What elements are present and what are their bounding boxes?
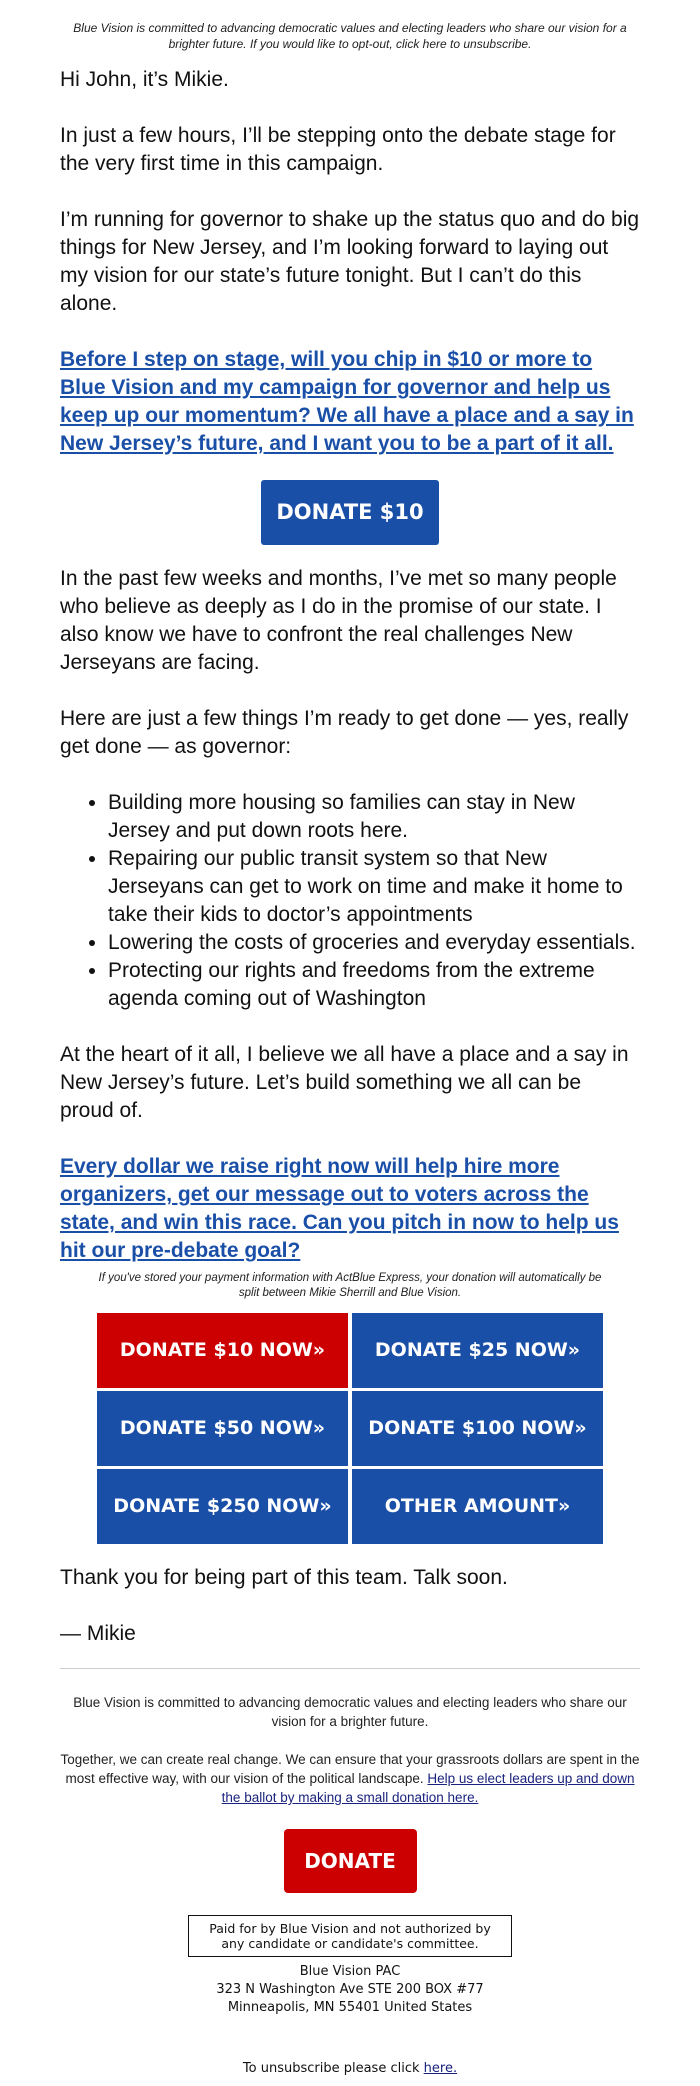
footer-divider (60, 1668, 640, 1669)
cta-link-every-dollar[interactable]: Every dollar we raise right now will help hire more organizers, get our message out to voters across the state, and win this race. Can you pitch in now to help us hit our pre-debate goal? (60, 1155, 619, 1262)
donate-100-now-button[interactable]: DONATE $100 NOW» (352, 1391, 603, 1466)
donate-10-now-button[interactable]: DONATE $10 NOW» (97, 1313, 348, 1388)
donate-25-now-button[interactable]: DONATE $25 NOW» (352, 1313, 603, 1388)
unsubscribe-text: To unsubscribe please click (242, 2061, 420, 2076)
mailing-address (0, 1963, 700, 2017)
footer (0, 1693, 700, 1807)
donate-10-button[interactable]: DONATE $10 (261, 480, 439, 545)
donate-50-now-button[interactable]: DONATE $50 NOW» (97, 1391, 348, 1466)
footer-together-text: Together, we can create real change. We can ensure that your grassroots dollars are spent in the most effective way, with our vision of the political landscape. (60, 1752, 640, 1786)
paragraph-heart: At the heart of it all, I believe we all have a place and a say in New Jersey’s future. Let’s build something we all can be proud of. (60, 1043, 629, 1122)
paid-for-disclaimer: Paid for by Blue Vision and not authorized by any candidate or candidate's committee. (188, 1915, 512, 1957)
paragraph-running: I’m running for governor to shake up the status quo and do big things for New Jersey, and I’m looking forward to laying out my vision for our state’s future tonight. But I can’t do this alone. (60, 208, 640, 315)
unsubscribe-link[interactable]: here. (423, 2061, 458, 2076)
list-item: • Lowering the costs of groceries and everyday essentials. (108, 929, 640, 957)
letter-content (0, 66, 700, 1265)
footer-donate-button[interactable]: DONATE (284, 1829, 417, 1893)
list-item: • Protecting our rights and freedoms from the extreme agenda coming out of Washington (108, 957, 640, 1013)
thanks-line: Thank you for being part of this team. Talk soon. (60, 1566, 508, 1589)
paragraph-intro: In just a few hours, I’ll be stepping onto the debate stage for the very first time in this campaign. (60, 124, 616, 175)
footer-together (60, 1750, 640, 1807)
footer-mission: Blue Vision is committed to advancing democratic values and electing leaders who share our vision for a brighter future. (73, 1695, 627, 1729)
priorities-list (60, 789, 640, 1013)
unsubscribe-line (0, 2061, 700, 2076)
paragraph-get-done: Here are just a few things I’m ready to get done — yes, really get done — as governor: (60, 707, 629, 758)
cta-link-chip-in[interactable]: Before I step on stage, will you chip in $10 or more to Blue Vision and my campaign for governor and help us keep up our momentum? We all have a place and a say in New Jersey’s future, and I want you to be a part of it all. (60, 348, 634, 455)
signoff (0, 1564, 700, 1648)
address-line: 323 N Washington Ave STE 200 BOX #77 (216, 1982, 484, 1997)
preheader-text: Blue Vision is committed to advancing democratic values and electing leaders who share our vision for a brighter future. If you would like to opt-out, click here to unsubscribe. (73, 21, 627, 51)
donate-grid (97, 1313, 603, 1544)
paragraph-met-people: In the past few weeks and months, I’ve met so many people who believe as deeply as I do in the promise of our state. I also know we have to confront the real challenges New Jerseyans are facing. (60, 567, 617, 674)
signature: — Mikie (60, 1622, 136, 1645)
list-item: • Building more housing so families can stay in New Jersey and put down roots here. (108, 789, 640, 845)
other-amount-button[interactable]: OTHER AMOUNT» (352, 1469, 603, 1544)
address-line: Minneapolis, MN 55401 United States (227, 2000, 473, 2015)
actblue-express-note: If you've stored your payment information with ActBlue Express, your donation will automatically be split between Mikie Sherrill and Blue Vision. (98, 1272, 602, 1299)
donate-250-now-button[interactable]: DONATE $250 NOW» (97, 1469, 348, 1544)
list-item: • Repairing our public transit system so that New Jerseyans can get to work on time and make it home to take their kids to doctor’s appointments (108, 845, 640, 929)
greeting: Hi John, it’s Mikie. (60, 68, 229, 91)
address-line: Blue Vision PAC (299, 1964, 401, 1979)
footer-donation-link[interactable]: Help us elect leaders up and down the ballot by making a small donation here. (221, 1771, 635, 1805)
